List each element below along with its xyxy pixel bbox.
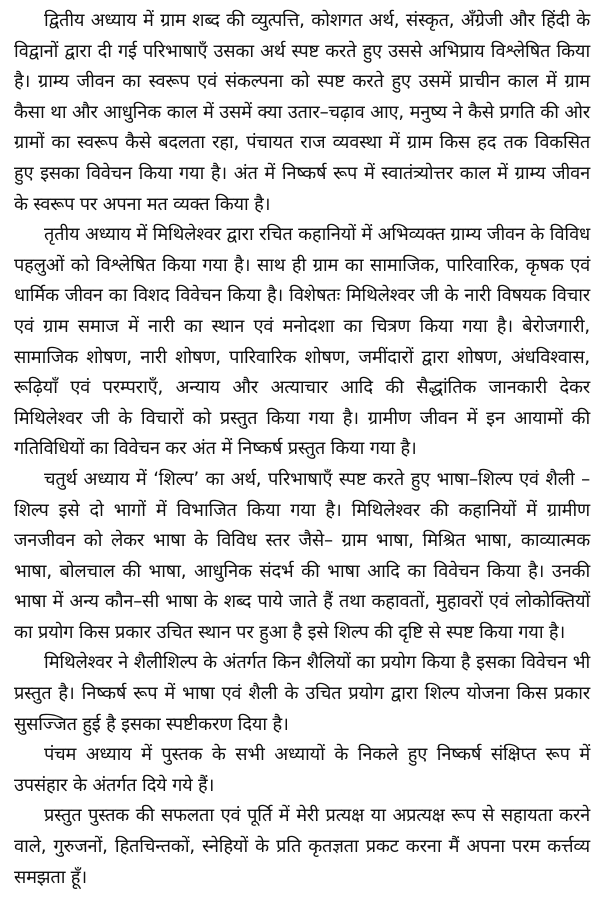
paragraph-chapter-five: पंचम अध्याय में पुस्तक के सभी अध्यायों के निकले हुए निष्कर्ष संक्षिप्त रूप में उपसंहार के अंतर्गत दिये गये हैं।: [14, 744, 590, 796]
paragraph-style-craft: मिथिलेश्वर ने शैलीशिल्प के अंतर्गत किन शैलियों का प्रयोग किया है इसका विवेचन भी प्रस्तुत है। निष्कर्ष रूप में भाषा एवं शैली के उचित प्रयोग द्वारा शिल्प योजना किस प्रकार सुसज्जित हुई है इसका स्पष्टीकरण दिया है।: [14, 652, 590, 735]
paragraph-acknowledgement: प्रस्तुत पुस्तक की सफलता एवं पूर्ति में मेरी प्रत्यक्ष या अप्रत्यक्ष रूप से सहायता करने वाले, गुरुजनों, हितचिन्तकों, स्नेहियों के प्रति कृतज्ञता प्रकट करना मैं अपना परम कर्त्तव्य समझता हूँ।: [14, 805, 590, 888]
paragraph-chapter-three: तृतीय अध्याय में मिथिलेश्वर द्वारा रचित कहानियों में अभिव्यक्त ग्राम्य जीवन के विविध पहलुओं को विश्लेषित किया गया है। साथ ही ग्राम का सामाजिक, पारिवारिक, कृषक एवं धार्मिक जीवन का विशद विवेचन किया है। विशेषतः मिथिलेश्वर जी के नारी विषयक विचार एवं ग्राम समाज में नारी का स्थान एवं मनोदशा का चित्रण किया गया है। बेरोजगारी, सामाजिक शोषण, नारी शोषण, पारिवारिक शोषण, जमींदारों द्वारा शोषण, अंधविश्वास, रूढ़ियाँ एवं परम्पराएँ, अन्याय और अत्याचार आदि की सैद्धांतिक जानकारी देकर मिथिलेश्वर जी के विचारों को प्रस्तुत किया गया है। ग्रामीण जीवन में इन आयामों की गतिविधियों का विवेचन कर अंत में निष्कर्ष प्रस्तुत किया गया है।: [14, 224, 590, 460]
paragraph-chapter-two: द्वितीय अध्याय में ग्राम शब्द की व्युत्पत्ति, कोशगत अर्थ, संस्कृत, अँग्रेजी और हिंदी के विद्वानों द्वारा दी गई परिभाषाएँ उसका अर्थ स्पष्ट करते हुए उससे अभिप्राय विश्लेषित किया है। ग्राम्य जीवन का स्वरूप एवं संकल्पना को स्पष्ट करते हुए उसमें प्राचीन काल में ग्राम कैसा था और आधुनिक काल में उसमें क्या उतार–चढ़ाव आए, मनुष्य ने कैसे प्रगति की ओर ग्रामों का स्वरूप कैसे बदलता रहा, पंचायत राज व्यवस्था में ग्राम किस हद तक विकसित हुए इसका विवेचन किया गया है। अंत में निष्कर्ष रूप में स्वातंत्र्योत्तर काल में ग्राम्य जीवन के स्वरूप पर अपना मत व्यक्त किया है।: [14, 10, 590, 215]
paragraph-chapter-four: चतुर्थ अध्याय में ‘शिल्प’ का अर्थ, परिभाषाएँ स्पष्ट करते हुए भाषा–शिल्प एवं शैली –शिल्प इसे दो भागों में विभाजित किया गया है। मिथिलेश्वर की कहानियों में ग्रामीण जनजीवन को लेकर भाषा के विविध स्तर जैसे– ग्राम भाषा, मिश्रित भाषा, काव्यात्मक भाषा, बोलचाल की भाषा, आधुनिक संदर्भ की भाषा आदि का विवेचन किया है। उनकी भाषा में अन्य कौन–सी भाषा के शब्द पाये जाते हैं तथा कहावतों, मुहावरों एवं लोकोक्तियों का प्रयोग किस प्रकार उचित स्थान पर हुआ है इसे शिल्प की दृष्टि से स्पष्ट किया गया है।: [14, 468, 590, 643]
